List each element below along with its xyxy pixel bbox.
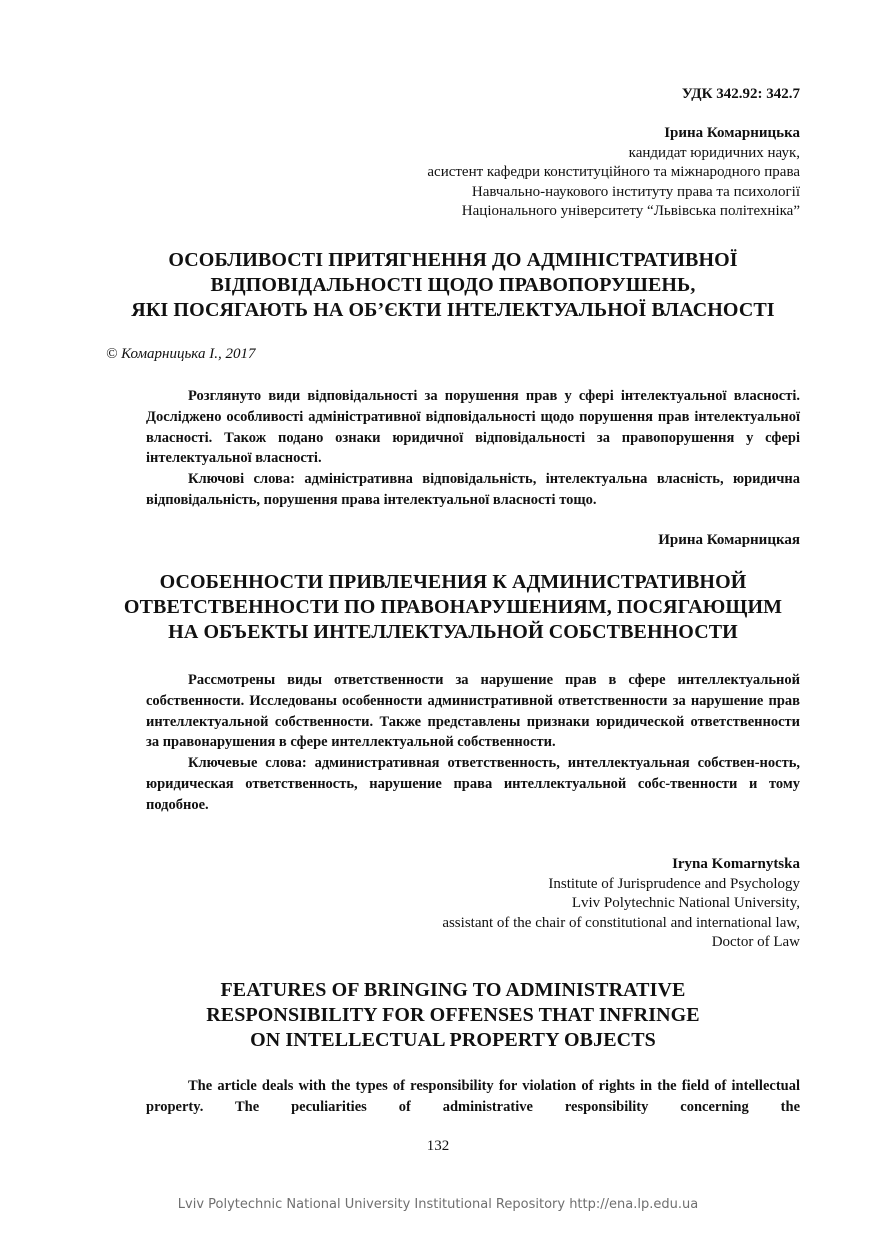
ua-keywords: Ключові слова: адміністративна відповідальність, інтелектуальна власність, юридична відповідальність, порушення права інтелектуальної власності тощо. xyxy=(146,471,800,508)
en-affiliation-line: Lviv Polytechnic National University, xyxy=(571,895,800,911)
ru-title-line: НА ОБЪЕКТЫ ИНТЕЛЛЕКТУАЛЬНОЙ СОБСТВЕННОСТИ xyxy=(168,621,738,643)
page-number: 132 xyxy=(426,1138,450,1154)
ua-title-line: ЯКІ ПОСЯГАЮТЬ НА ОБ’ЄКТИ ІНТЕЛЕКТУАЛЬНОЇ ВЛАСНОСТІ xyxy=(131,299,775,321)
ru-keywords: Ключевые слова: административная ответственность, интеллектуальная собствен-ность, юридическая ответственность, нарушение права интеллектуальной собс-твенности и тому подобное. xyxy=(146,755,800,813)
ua-author-name: Ірина Комарницька xyxy=(664,125,800,141)
ua-author-block xyxy=(427,124,800,222)
ua-title-line: ОСОБЛИВОСТІ ПРИТЯГНЕННЯ ДО АДМІНІСТРАТИВНОЇ xyxy=(168,249,738,271)
ua-affiliation-line: кандидат юридичних наук, xyxy=(628,144,800,161)
copyright-notice: © Комарницька І., 2017 xyxy=(106,346,256,362)
ru-title xyxy=(80,570,826,645)
en-title-line: ON INTELLECTUAL PROPERTY OBJECTS xyxy=(250,1029,656,1051)
ru-title-line: ОСОБЕННОСТИ ПРИВЛЕЧЕНИЯ К АДМИНИСТРАТИВНОЙ xyxy=(159,571,747,593)
ua-title-line: ВІДПОВІДАЛЬНОСТІ ЩОДО ПРАВОПОРУШЕНЬ, xyxy=(210,274,696,296)
en-abstract-block xyxy=(146,1076,800,1118)
en-abstract: The article deals with the types of responsibility for violation of rights in the field of intellectual property. The peculiarities of administrative responsibility concerning the xyxy=(146,1078,800,1115)
ru-abstract-block xyxy=(146,670,800,816)
ua-title xyxy=(80,248,826,323)
ua-abstract-block xyxy=(146,386,800,511)
ru-title-line: ОТВЕТСТВЕННОСТИ ПО ПРАВОНАРУШЕНИЯМ, ПОСЯГАЮЩИМ xyxy=(123,596,783,618)
en-title-line: RESPONSIBILITY FOR OFFENSES THAT INFRINGE xyxy=(206,1004,700,1026)
en-affiliation-line: Doctor of Law xyxy=(711,934,800,950)
udc-code: УДК 342.92: 342.7 xyxy=(681,86,800,102)
en-affiliation-line: Institute of Jurisprudence and Psychology xyxy=(548,875,800,892)
en-affiliation-line: assistant of the chair of constitutional and international law, xyxy=(442,914,800,931)
ru-abstract: Рассмотрены виды ответственности за нарушение прав в сфере интеллектуальной собственности. Исследованы особенности административной ответственности за нарушение прав интеллектуальной собственности. Также представлены признаки юридической ответственности за правонарушения в сфере интеллектуальной собственности. xyxy=(146,672,800,751)
ru-author-name: Ирина Комарницкая xyxy=(658,532,800,548)
en-title-line: FEATURES OF BRINGING TO ADMINISTRATIVE xyxy=(220,979,686,1001)
repository-footer: Lviv Polytechnic National University Institutional Repository http://ena.lp.edu.ua xyxy=(177,1197,699,1212)
en-author-block xyxy=(442,855,800,953)
ua-affiliation-line: Навчально-наукового інституту права та психології xyxy=(471,183,800,200)
ua-abstract: Розглянуто види відповідальності за порушення прав у сфері інтелектуальної власності. Досліджено особливості адміністративної відповідальності щодо порушення прав інтелектуальної власності. Також подано ознаки юридичної відповідальності за правопорушення у сфері інтелектуальної власності. xyxy=(146,388,800,467)
en-title xyxy=(80,978,826,1053)
ua-affiliation-line: Національного університету “Львівська політехніка” xyxy=(461,203,800,219)
en-author-name: Iryna Komarnytska xyxy=(672,856,800,872)
ua-affiliation-line: асистент кафедри конституційного та міжнародного права xyxy=(427,164,800,180)
